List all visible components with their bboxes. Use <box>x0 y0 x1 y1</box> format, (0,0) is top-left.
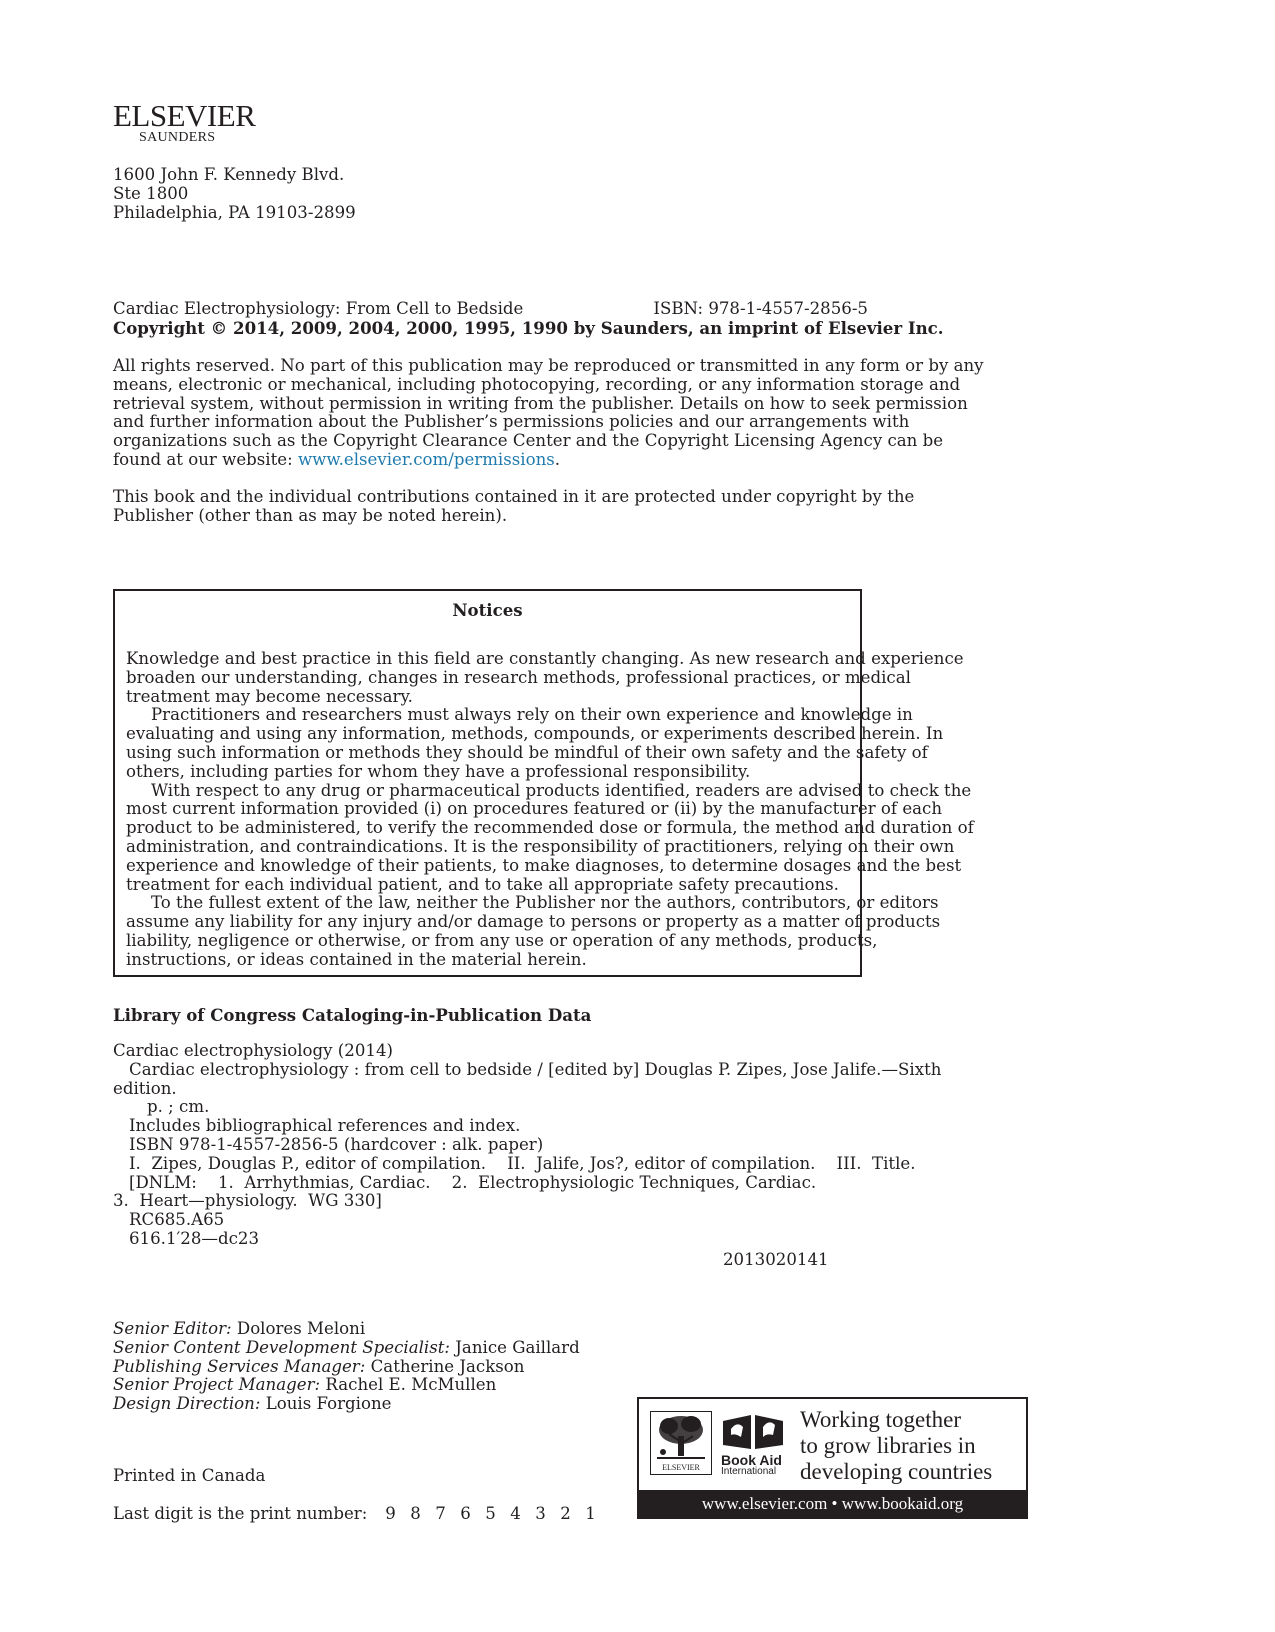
notices-line: most current information provided (i) on procedures featured or (ii) by the manufacturer of each <box>126 799 943 819</box>
notices-line: Knowledge and best practice in this field are constantly changing. As new research and experience <box>126 649 964 668</box>
address-line: Ste 1800 <box>113 183 189 203</box>
print-digit: 7 <box>435 1504 446 1523</box>
rights-line: and further information about the Publisher’s permissions policies and our arrangements with <box>113 412 910 432</box>
notices-line: To the fullest extent of the law, neither the Publisher nor the authors, contributors, or editors <box>151 893 939 913</box>
publisher-address <box>113 166 356 222</box>
credit-name: Janice Gaillard <box>450 1337 580 1357</box>
rights-line: All rights reserved. No part of this publication may be reproduced or transmitted in any form or by any <box>113 356 984 375</box>
credit-name: Louis Forgione <box>260 1394 392 1414</box>
bookaid-footer: www.elsevier.com • www.bookaid.org <box>639 1490 1026 1517</box>
print-digit: 3 <box>535 1504 546 1523</box>
copyright-line: Copyright © 2014, 2009, 2004, 2000, 1995, 1990 by Saunders, an imprint of Elsevier Inc. <box>113 318 944 338</box>
tree-logo-label: ELSEVIER <box>662 1463 700 1472</box>
cip-heading: Library of Congress Cataloging-in-Publication Data <box>113 1005 592 1025</box>
address-line: 1600 John F. Kennedy Blvd. <box>113 165 345 184</box>
credit-name: Dolores Meloni <box>231 1319 366 1338</box>
book-isbn: ISBN: 978-1-4557-2856-5 <box>653 299 868 318</box>
cip-line: RC685.A65 <box>129 1210 225 1230</box>
notices-line: instructions, or ideas contained in the material herein. <box>126 949 587 969</box>
credit-line <box>113 1376 580 1395</box>
credit-line <box>113 1320 580 1339</box>
protection-paragraph <box>113 488 914 526</box>
print-digit: 5 <box>485 1504 496 1523</box>
slogan-line: Working together <box>800 1407 962 1432</box>
notices-line: others, including parties for whom they have a professional responsibility. <box>126 761 751 781</box>
address-line: Philadelphia, PA 19103-2899 <box>113 202 356 222</box>
rights-line: retrieval system, without permission in writing from the publisher. Details on how to seek permission <box>113 393 968 413</box>
print-digit: 6 <box>460 1504 471 1523</box>
credit-name: Rachel E. McMullen <box>320 1375 497 1395</box>
notices-box <box>113 589 974 977</box>
rights-paragraph <box>113 357 984 470</box>
notices-line: evaluating and using any information, methods, compounds, or experiments described herein. In <box>126 724 944 744</box>
cip-line: Includes bibliographical references and index. <box>129 1116 521 1136</box>
book-title: Cardiac Electrophysiology: From Cell to Bedside <box>113 299 524 318</box>
notices-line: experience and knowledge of their patients, to make diagnoses, to determine dosages and the best <box>126 855 962 875</box>
print-number-label: Last digit is the print number: <box>113 1504 368 1523</box>
notices-line: treatment for each individual patient, and to take all appropriate safety precautions. <box>126 874 839 894</box>
bookaid-banner <box>637 1397 1028 1519</box>
rights-line: organizations such as the Copyright Clearance Center and the Copyright Licensing Agency can be <box>113 431 944 451</box>
credit-role: Design Direction: <box>113 1394 261 1414</box>
slogan-line: developing countries <box>800 1459 993 1484</box>
print-digit: 8 <box>410 1504 421 1523</box>
credit-role: Senior Project Manager: <box>113 1375 321 1395</box>
rights-line: means, electronic or mechanical, including photocopying, recording, or any information storage and <box>113 374 961 394</box>
cip-record <box>113 1041 942 1249</box>
bookaid-sub: International <box>721 1466 777 1477</box>
notices-line: liability, negligence or otherwise, or from any use or operation of any methods, products, <box>126 930 878 950</box>
rights-suffix: . <box>554 449 561 469</box>
elsevier-tree-logo <box>650 1411 712 1475</box>
rights-line-last <box>113 451 984 470</box>
notices-line: assume any liability for any injury and/or damage to persons or property as a matter of products <box>126 912 941 932</box>
protection-line: This book and the individual contributions contained in it are protected under copyright by the <box>113 487 915 506</box>
cip-line: [DNLM: 1. Arrhythmias, Cardiac. 2. Electrophysiologic Techniques, Cardiac. <box>129 1172 817 1192</box>
logo-brand: ELSEVIER <box>113 98 256 133</box>
notices-line: using such information or methods they should be mindful of their own safety and the safety of <box>126 742 928 762</box>
cip-line: I. Zipes, Douglas P., editor of compilation. II. Jalife, Jos?, editor of compilation. III. Title. <box>129 1153 916 1173</box>
cip-control-number: 2013020141 <box>723 1250 829 1269</box>
credit-role: Publishing Services Manager: <box>113 1356 366 1376</box>
print-digit: 1 <box>585 1504 596 1523</box>
bookaid-slogan <box>800 1407 992 1485</box>
slogan-line: to grow libraries in <box>800 1433 976 1458</box>
tree-icon <box>651 1412 710 1462</box>
print-digits <box>385 1504 610 1523</box>
cip-line: Cardiac electrophysiology (2014) <box>113 1041 393 1060</box>
notices-line: administration, and contraindications. It is the responsibility of practitioners, relying on their own <box>126 836 955 856</box>
protection-line: Publisher (other than as may be noted herein). <box>113 505 508 525</box>
rights-prefix: found at our website: <box>113 449 298 469</box>
credit-role: Senior Editor: <box>113 1319 232 1338</box>
elsevier-logo <box>113 98 256 145</box>
book-hands-icon <box>721 1411 785 1451</box>
cip-line: 3. Heart—physiology. WG 330] <box>113 1191 382 1211</box>
credit-line <box>113 1339 580 1358</box>
notices-line: With respect to any drug or pharmaceutical products identified, readers are advised to check the <box>151 780 972 800</box>
bookaid-name: Book Aid <box>721 1452 782 1468</box>
printed-in: Printed in Canada <box>113 1466 266 1485</box>
notices-line: broaden our understanding, changes in research methods, professional practices, or medical <box>126 667 911 687</box>
credit-line <box>113 1358 580 1377</box>
notices-body <box>126 649 974 970</box>
cip-line: Cardiac electrophysiology : from cell to bedside / [edited by] Douglas P. Zipes, Jose Jalife.—Sixth <box>129 1059 942 1079</box>
notices-title: Notices <box>452 600 523 620</box>
logo-imprint: SAUNDERS <box>139 130 216 145</box>
credits-list <box>113 1320 580 1414</box>
print-digit: 9 <box>385 1504 396 1523</box>
print-digit: 2 <box>560 1504 571 1523</box>
notices-line: product to be administered, to verify the recommended dose or formula, the method and duration of <box>126 818 974 838</box>
credit-role: Senior Content Development Specialist: <box>113 1337 450 1357</box>
print-digit: 4 <box>510 1504 521 1523</box>
cip-line: 616.1′28—dc23 <box>129 1228 260 1248</box>
notices-line: treatment may become necessary. <box>126 686 413 706</box>
credit-name: Catherine Jackson <box>365 1356 525 1376</box>
print-number-line <box>113 1505 610 1524</box>
permissions-link[interactable]: www.elsevier.com/permissions <box>297 449 555 469</box>
notices-line: Practitioners and researchers must always rely on their own experience and knowledge in <box>151 705 913 725</box>
cip-line: p. ; cm. <box>147 1097 210 1117</box>
credit-line <box>113 1395 580 1414</box>
cip-line: ISBN 978-1-4557-2856-5 (hardcover : alk. paper) <box>129 1134 544 1154</box>
cip-line: edition. <box>113 1078 177 1098</box>
